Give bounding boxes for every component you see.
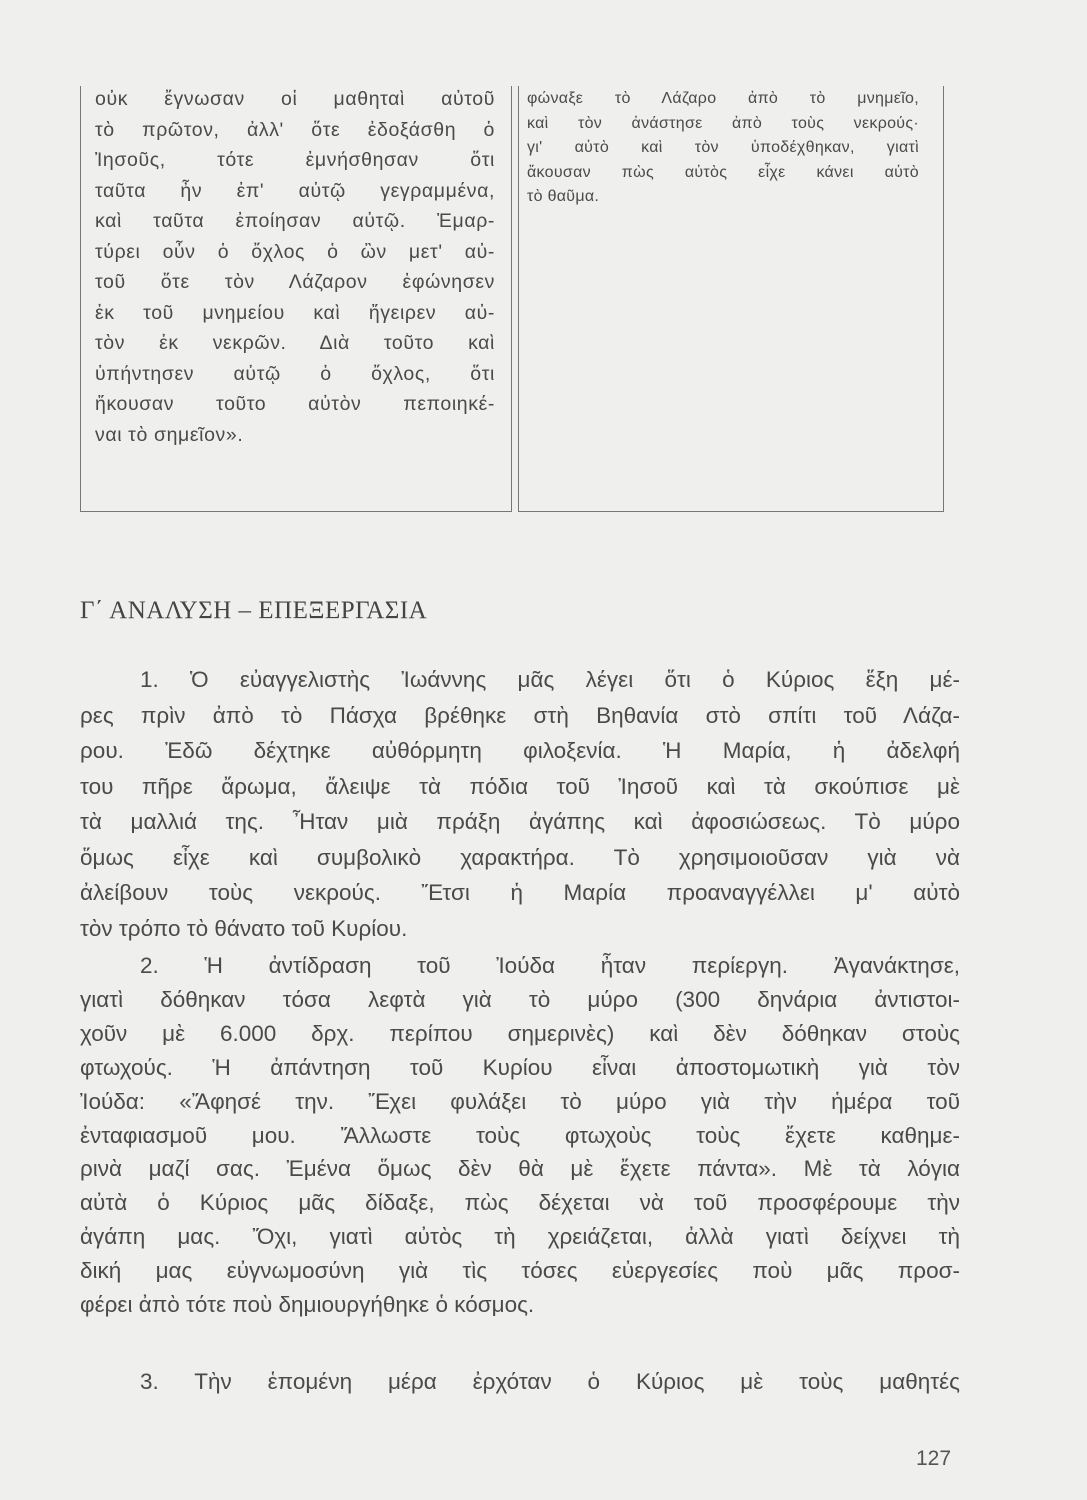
ancient-text-line: καὶ ταῦτα ἐποίησαν αὐτῷ. Ἐμαρ- xyxy=(95,210,495,232)
quote-box-left xyxy=(80,86,512,512)
paragraph-1-line: τὰ μαλλιά της. Ἦταν μιὰ πράξη ἀγάπης καὶ ἀφοσιώσεως. Τὸ μύρο xyxy=(80,809,960,834)
section-heading: Γ΄ ΑΝΑΛΥΣΗ – ΕΠΕΞΕΡΓΑΣΙΑ xyxy=(80,597,428,624)
paragraph-2-line: φέρει ἀπὸ τότε ποὺ δημιουργήθηκε ὁ κόσμος. xyxy=(80,1292,535,1317)
paragraph-1-line: ρες πρὶν ἀπὸ τὸ Πάσχα βρέθηκε στὴ Βηθανία στὸ σπίτι τοῦ Λάζα- xyxy=(80,702,960,728)
paragraph-1-line: του πῆρε ἄρωμα, ἄλειψε τὰ πόδια τοῦ Ἰησοῦ καὶ τὰ σκούπισε μὲ xyxy=(80,773,960,799)
paragraph-2-line: αὐτὰ ὁ Κύριος μᾶς δίδαξε, πὼς δέχεται νὰ τοῦ προσφέρουμε τὴν xyxy=(80,1190,960,1216)
paragraph-2-line: ρινὰ μαζί σας. Ἐμένα ὅμως δὲν θὰ μὲ ἔχετε πάντα». Μὲ τὰ λόγια xyxy=(80,1156,960,1182)
paragraph-2-line: δική μας εὐγνωμοσύνη γιὰ τὶς τόσες εὐεργεσίες ποὺ μᾶς προσ- xyxy=(80,1258,960,1284)
ancient-text-line: ὑπήντησεν αὐτῷ ὁ ὄχλος, ὅτι xyxy=(95,362,495,385)
paragraph-1-line: ἀλείβουν τοὺς νεκρούς. Ἔτσι ἡ Μαρία προαναγγέλλει μ' αὐτὸ xyxy=(80,880,960,905)
translation-text-line: τὸ θαῦμα. xyxy=(527,188,600,205)
ancient-text-line: οὐκ ἔγνωσαν οἱ μαθηταὶ αὐτοῦ xyxy=(95,88,495,110)
ancient-text-line: ἐκ τοῦ μνημείου καὶ ἤγειρεν αὐ- xyxy=(95,301,495,324)
paragraph-1-line: 1. Ὁ εὐαγγελιστὴς Ἰωάννης μᾶς λέγει ὅτι ὁ Κύριος ἕξη μέ- xyxy=(140,667,960,692)
translation-text-line: καὶ τὸν ἀνάστησε ἀπὸ τοὺς νεκρούς· xyxy=(527,114,919,132)
paragraph-2-line: 2. Ἡ ἀντίδραση τοῦ Ἰούδα ἦταν περίεργη. Ἀγανάκτησε, xyxy=(140,953,960,978)
paragraph-2-line: ἀγάπη μας. Ὄχι, γιατὶ αὐτὸς τὴ χρειάζεται, ἀλλὰ γιατὶ δείχνει τὴ xyxy=(80,1224,960,1250)
translation-text-line: φώναξε τὸ Λάζαρο ἀπὸ τὸ μνημεῖο, xyxy=(527,90,919,107)
ancient-text-line: τὸ πρῶτον, ἀλλ' ὅτε ἐδοξάσθη ὁ xyxy=(95,118,495,141)
ancient-text-line: τοῦ ὅτε τὸν Λάζαρον ἐφώνησεν xyxy=(95,271,495,293)
paragraph-2-line: ἐνταφιασμοῦ μου. Ἄλλωστε τοὺς φτωχοὺς τοὺς ἔχετε καθημε- xyxy=(80,1122,960,1148)
ancient-text-line: Ἰησοῦς, τότε ἐμνήσθησαν ὅτι xyxy=(95,149,495,171)
ancient-text-line: τύρει οὖν ὁ ὄχλος ὁ ὢν μετ' αὐ- xyxy=(95,240,495,263)
paragraph-1-line: ρου. Ἐδῶ δέχτηκε αὐθόρμητη φιλοξενία. Ἡ Μαρία, ἡ ἀδελφή xyxy=(80,738,960,763)
ancient-text-line: ταῦτα ἦν ἐπ' αὐτῷ γεγραμμένα, xyxy=(95,179,495,202)
paragraph-2-line: χοῦν μὲ 6.000 δρχ. περίπου σημερινὲς) καὶ δὲν δόθηκαν στοὺς xyxy=(80,1020,960,1046)
translation-text-line: γι' αὐτὸ καὶ τὸν ὑποδέχθηκαν, γιατὶ xyxy=(527,139,919,156)
paragraph-3-line: 3. Τὴν ἑπομένη μέρα ἐρχόταν ὁ Κύριος μὲ τοὺς μαθητές xyxy=(140,1369,960,1394)
quote-box-right xyxy=(518,86,944,512)
ancient-text-line: ἤκουσαν τοῦτο αὐτὸν πεποιηκέ- xyxy=(95,393,495,415)
ancient-text-line: ναι τὸ σημεῖον». xyxy=(95,423,244,446)
paragraph-2-line: φτωχούς. Ἡ ἀπάντηση τοῦ Κυρίου εἶναι ἀποστομωτικὴ γιὰ τὸν xyxy=(80,1054,960,1080)
translation-text-line: ἄκουσαν πὼς αὐτὸς εἶχε κάνει αὐτὸ xyxy=(527,163,919,181)
page-number: 127 xyxy=(916,1447,952,1470)
paragraph-1-line: ὅμως εἶχε καὶ συμβολικὸ χαρακτήρα. Τὸ χρησιμοιοῦσαν γιὰ νὰ xyxy=(80,844,960,870)
paragraph-1-line: τὸν τρόπο τὸ θάνατο τοῦ Κυρίου. xyxy=(80,915,408,941)
paragraph-2-line: Ἰούδα: «Ἄφησέ την. Ἔχει φυλάξει τὸ μύρο γιὰ τὴν ἡμέρα τοῦ xyxy=(80,1088,960,1114)
ancient-text-line: τὸν ἐκ νεκρῶν. Διὰ τοῦτο καὶ xyxy=(95,332,495,354)
paragraph-2-line: γιατὶ δόθηκαν τόσα λεφτὰ γιὰ τὸ μύρο (300 δηνάρια ἀντιστοι- xyxy=(80,986,960,1012)
